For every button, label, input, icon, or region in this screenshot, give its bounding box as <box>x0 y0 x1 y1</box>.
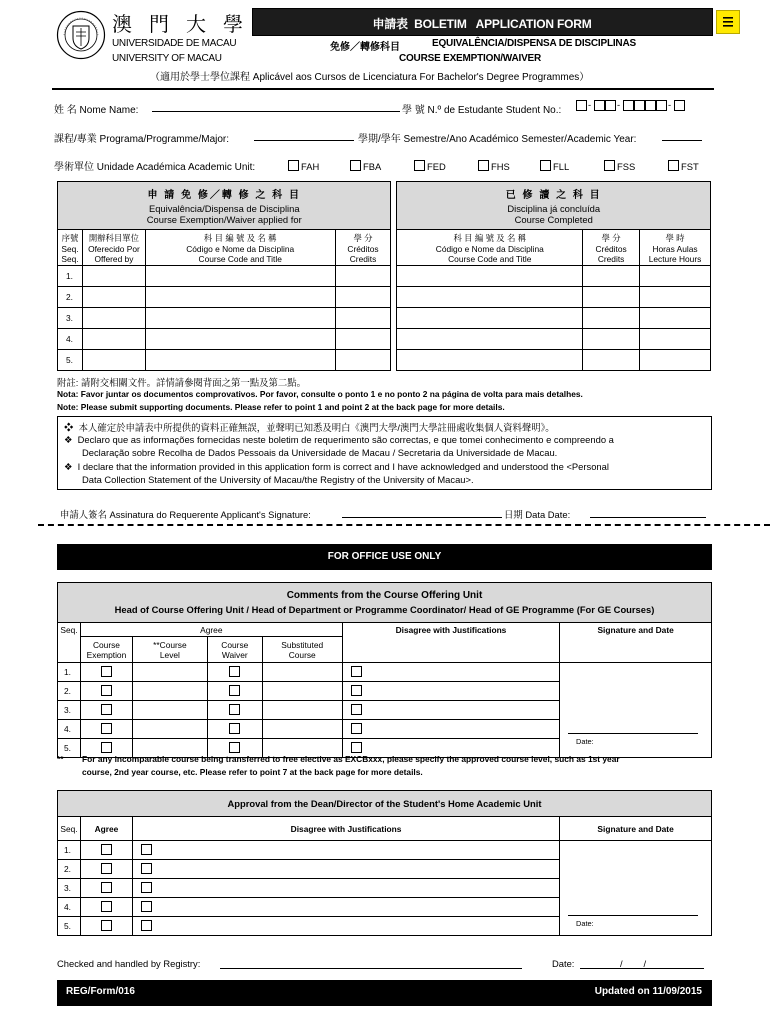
registry-date-label: Date: <box>552 958 575 969</box>
col-seq: 序號 Seq. Seq. <box>58 230 83 266</box>
applicant-signature-label: 申請人簽名 Assinatura do Requerente Applicant's Signature: <box>60 509 311 520</box>
table-row: 4. <box>58 720 712 739</box>
course-table <box>57 181 711 371</box>
disagree-checkbox[interactable] <box>351 704 362 715</box>
comments-table <box>57 582 712 758</box>
waiver-checkbox[interactable] <box>229 742 240 753</box>
comments-date-label: Date: <box>576 737 594 746</box>
registry-date-field[interactable]: / / <box>580 958 704 969</box>
note-en: Note: Please submit supporting documents. Please refer to point 1 and point 2 at the back page for more details. <box>57 402 505 412</box>
unit-option-fss[interactable]: FSS <box>604 157 635 175</box>
declaration-pt: ❖ Declaro que as informações fornecidas neste boletim de requerimento são correctas, e que tomei conhecimento e compreendo a <box>64 434 614 445</box>
table-row: 1. <box>58 266 711 287</box>
form-title: 申請表 BOLETIM APPLICATION FORM <box>372 17 592 31</box>
office-use-banner: FOR OFFICE USE ONLY <box>57 544 712 570</box>
col-course-waiver: Course Waiver <box>207 637 262 663</box>
table-row: 4. <box>58 329 711 350</box>
declaration-pt-cont: Declaração sobre Recolha de Dados Pessoais da Universidade de Macau / Secretaria da Universidade de Macau. <box>82 447 558 458</box>
declaration-en-cont: Data Collection Statement of the University of Macau/the Registry of the University of Macau>. <box>82 474 474 485</box>
signature-date-header: Signature and Date <box>560 623 712 663</box>
approval-disagree-checkbox[interactable] <box>141 901 152 912</box>
subtitle-en: COURSE EXEMPTION/WAIVER <box>398 53 542 64</box>
comments-header: Comments from the Course Offering Unit Head of Course Offering Unit / Head of Department or Programme Coordinator/ Head of GE Programme (For GE Courses) <box>58 583 712 623</box>
unit-option-fah[interactable]: FAH <box>288 157 319 175</box>
seq-header: Seq. <box>58 623 81 663</box>
footnote-mark: ** <box>57 754 64 764</box>
registry-field[interactable] <box>220 958 522 969</box>
col-course-code-completed: 科 目 編 號 及 名 稱 Código e Nome da Disciplina Course Code and Title <box>397 230 583 266</box>
registry-label: Checked and handled by Registry: <box>57 958 201 969</box>
form-id: REG/Form/016 <box>66 986 135 997</box>
approval-disagree-checkbox[interactable] <box>141 920 152 931</box>
signature-date-label: 日期 Data Date: <box>504 509 571 520</box>
table-row: 2. <box>58 860 712 879</box>
col-course-code: 科 目 編 號 及 名 稱 Código e Nome da Disciplina Course Code and Title <box>145 230 335 266</box>
student-no-label: 學 號 N.º de Estudante Student No.: <box>402 105 562 116</box>
col-course-exemption: Course Exemption <box>80 637 132 663</box>
disagree-checkbox[interactable] <box>351 723 362 734</box>
col-course-level: **Course Level <box>132 637 207 663</box>
menu-button[interactable] <box>716 10 740 34</box>
cut-line <box>38 524 770 526</box>
exemption-header: 申 請 免 修／轉 修 之 科 目 Equivalência/Dispensa de Disciplina Course Exemption/Waiver applied for <box>58 182 391 230</box>
university-logo <box>56 10 106 60</box>
university-name-en: UNIVERSITY OF MACAU <box>112 53 222 64</box>
unit-option-fba[interactable]: FBA <box>350 157 381 175</box>
approval-disagree-header: Disagree with Justifications <box>132 817 559 841</box>
exemption-checkbox[interactable] <box>101 742 112 753</box>
exemption-checkbox[interactable] <box>101 666 112 677</box>
student-no-field[interactable]: - - - <box>576 99 712 111</box>
unit-option-fhs[interactable]: FHS <box>478 157 510 175</box>
university-name-zh: 澳 門 大 學 <box>112 14 249 36</box>
declaration-en: ❖ I declare that the information provided in this application form is correct and I have acknowledged and understood the <Personal <box>64 461 609 472</box>
approval-agree-checkbox[interactable] <box>101 863 112 874</box>
menu-icon <box>717 11 739 33</box>
name-field[interactable] <box>152 101 400 112</box>
programme-label: 課程/專業 Programa/Programme/Major: <box>54 134 230 145</box>
agree-header: Agree <box>80 623 342 637</box>
approval-agree-checkbox[interactable] <box>101 844 112 855</box>
exemption-checkbox[interactable] <box>101 704 112 715</box>
table-row: 3. <box>58 879 712 898</box>
name-label: 姓 名 Nome Name: <box>54 105 139 116</box>
waiver-checkbox[interactable] <box>229 704 240 715</box>
table-row: 5. <box>58 917 712 936</box>
note-zh: 附註: 請附交相關文件。詳情請參閱背面之第一點及第二點。 <box>57 377 306 388</box>
disagree-checkbox[interactable] <box>351 685 362 696</box>
waiver-checkbox[interactable] <box>229 666 240 677</box>
approval-disagree-checkbox[interactable] <box>141 882 152 893</box>
unit-label: 學術單位 Unidade Académica Academic Unit: <box>54 162 256 173</box>
header-rule <box>52 88 714 90</box>
declaration-zh: ❖ 本人確定於申請表中所提供的資料正確無誤，並聲明已知悉及明白《澳門大學/澳門大學註冊處收集個人資料聲明》。 <box>64 422 555 433</box>
table-row: 3. <box>58 308 711 329</box>
approval-header: Approval from the Dean/Director of the Student's Home Academic Unit <box>58 791 712 817</box>
approval-agree-checkbox[interactable] <box>101 901 112 912</box>
approval-seq-header: Seq. <box>58 817 81 841</box>
exemption-checkbox[interactable] <box>101 723 112 734</box>
unit-option-fst[interactable]: FST <box>668 157 699 175</box>
col-offered-by: 開辦科目單位 Oferecido Por Offered by <box>82 230 145 266</box>
table-row: 2. <box>58 287 711 308</box>
unit-options <box>288 157 708 171</box>
waiver-checkbox[interactable] <box>229 685 240 696</box>
table-row: 5. <box>58 739 712 758</box>
university-name-pt: UNIVERSIDADE DE MACAU <box>112 38 237 49</box>
updated-date: Updated on 11/09/2015 <box>594 986 702 997</box>
table-row: 5. <box>58 350 711 371</box>
applicant-signature-field[interactable] <box>342 507 502 518</box>
semester-label: 學期/學年 Semestre/Ano Académico Semester/Academic Year: <box>358 134 637 145</box>
table-row: 1. <box>58 663 712 682</box>
semester-field[interactable] <box>662 130 702 141</box>
col-credits-completed: 學 分 Créditos Credits <box>583 230 640 266</box>
note-pt: Nota: Favor juntar os documentos comprovativos. Por favor, consulte o ponto 1 e no ponto 2 na página de volta para mais detalhes. <box>57 389 583 399</box>
disagree-header: Disagree with Justifications <box>342 623 560 663</box>
col-credits: 學 分 Créditos Credits <box>335 230 391 266</box>
programme-field[interactable] <box>254 130 354 141</box>
exemption-checkbox[interactable] <box>101 685 112 696</box>
bullet-icon: ❖ <box>64 461 73 472</box>
signature-date-field[interactable] <box>590 507 706 518</box>
waiver-checkbox[interactable] <box>229 723 240 734</box>
completed-header: 已 修 讀 之 科 目 Disciplina já concluída Course Completed <box>397 182 711 230</box>
subtitle-pt: EQUIVALÊNCIA/DISPENSA DE DISCIPLINAS <box>432 38 636 49</box>
footnote-line-1: For any incomparable course being transferred to free elective as EXCBxxx, please specify the approved course level, such as 1st year <box>82 754 620 764</box>
approval-agree-checkbox[interactable] <box>101 882 112 893</box>
subtitle-zh: 免修／轉修科目 <box>330 42 400 53</box>
approval-signature-line <box>568 915 698 916</box>
unit-option-fed[interactable]: FED <box>414 157 446 175</box>
table-row: 2. <box>58 682 712 701</box>
table-row: 4. <box>58 898 712 917</box>
approval-disagree-checkbox[interactable] <box>141 863 152 874</box>
table-row: 3. <box>58 701 712 720</box>
col-lecture-hours: 學 時 Horas Aulas Lecture Hours <box>640 230 711 266</box>
approval-disagree-checkbox[interactable] <box>141 844 152 855</box>
footnote-line-2: course, 2nd year course, etc. Please refer to point 7 at the back page for more details. <box>82 767 423 777</box>
unit-option-fll[interactable]: FLL <box>540 157 569 175</box>
approval-agree-checkbox[interactable] <box>101 920 112 931</box>
bullet-icon: ❖ <box>64 422 74 433</box>
approval-signature-header: Signature and Date <box>560 817 712 841</box>
bullet-icon: ❖ <box>64 434 73 445</box>
table-row: 1. <box>58 841 712 860</box>
col-substituted-course: Substituted Course <box>262 637 342 663</box>
comments-signature-line <box>568 733 698 734</box>
approval-agree-header: Agree <box>80 817 132 841</box>
disagree-checkbox[interactable] <box>351 742 362 753</box>
applicable-note: （適用於學士學位課程 Aplicável aos Cursos de Licenciatura For Bachelor's Degree Programmes） <box>150 72 590 83</box>
disagree-checkbox[interactable] <box>351 666 362 677</box>
approval-date-label: Date: <box>576 919 594 928</box>
